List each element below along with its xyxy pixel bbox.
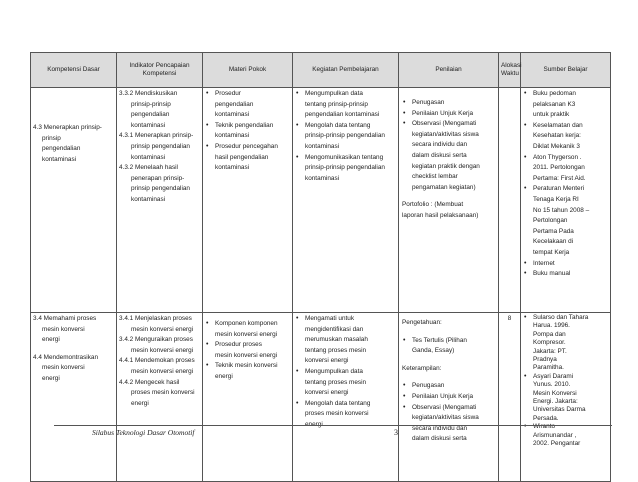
- list-item-line: • Sularso dan Tahara: [533, 314, 589, 321]
- list-item: [523, 373, 608, 423]
- list-item-line: tentang proses mesin: [305, 346, 367, 354]
- list-item-line: Universitas Darma: [533, 406, 586, 414]
- header-kegiatan-pembelajaran: Kegiatan Pembelajaran: [293, 53, 399, 88]
- list-item: [402, 336, 496, 357]
- pengetahuan-label: Pengetahuan:: [402, 319, 442, 326]
- list-item-line: Kesehatan kerja:: [533, 132, 581, 140]
- list-item-line: kontaminasi: [305, 142, 340, 150]
- indikator-line: penerapan prinsip-: [131, 174, 185, 182]
- list-item-line: Yunus. 2010.: [533, 381, 571, 389]
- list-item-line: • Penugasan: [412, 382, 445, 390]
- list-item-line: dalam diskusi serta: [412, 435, 467, 443]
- list-item-line: pengendalian kontaminasi: [305, 111, 380, 119]
- indikator-cell: [117, 313, 203, 482]
- indikator-line: kontaminasi: [131, 121, 166, 129]
- list-item-line: prinsip-prinsip pengendalian: [305, 164, 385, 172]
- indikator-line: prinsip pengendalian: [131, 142, 190, 150]
- table-row: [31, 88, 611, 313]
- list-item-line: untuk praktik: [533, 111, 570, 119]
- indikator-line: mesin konversi energi: [131, 367, 194, 375]
- list-item-line: • Prosedur: [215, 90, 241, 97]
- list-item: [523, 423, 608, 448]
- sumber-cell: [521, 313, 611, 482]
- list-item-line: • Mengumpulkan data: [305, 367, 363, 375]
- list-item-line: pengamatan kegiatan): [412, 183, 476, 191]
- list-item-line: • Penugasan: [412, 99, 445, 106]
- alokasi-cell: [499, 88, 521, 313]
- list-item-line: • Komponen komponen: [215, 320, 278, 327]
- list-item-line: tentang prinsip-prinsip: [305, 100, 368, 108]
- list-item-line: • Keselamatan dan: [533, 121, 583, 129]
- list-item-line: • Mengolah data tentang: [305, 399, 371, 407]
- kd-line: kontaminasi: [42, 155, 77, 163]
- list-item: [402, 119, 496, 193]
- footer-rule: [54, 425, 612, 426]
- list-item-line: • Observasi (Mengamati: [412, 403, 477, 411]
- list-item-line: Diklat Mekanik 3: [533, 142, 580, 150]
- list-item-line: Tenaga Kerja RI: [533, 195, 579, 203]
- list-item: [402, 381, 496, 392]
- list-item-line: konversi energi: [305, 389, 349, 397]
- list-item: [402, 98, 496, 109]
- page-number: 3: [394, 428, 398, 437]
- indikator-line: 4.3.2 Menelaah hasil: [119, 164, 178, 172]
- indikator-line: 3.3.2 Mendiskusikan: [119, 90, 178, 97]
- header-sumber-belajar: Sumber Belajar: [521, 53, 611, 88]
- table-header-row: [31, 53, 611, 88]
- list-item-line: pengendalian: [215, 100, 254, 108]
- list-item-line: mesin konversi energi: [215, 330, 278, 338]
- list-item: [295, 314, 396, 367]
- list-item: [402, 109, 496, 120]
- list-item-line: Pradnya: [533, 356, 557, 364]
- penilaian-cell: [399, 88, 499, 313]
- list-item: [523, 121, 608, 153]
- list-item-line: kegiatan/aktivitas siswa: [412, 130, 479, 138]
- list-item: [205, 319, 290, 340]
- header-indikator: Indikator Pencapaian Kompetensi: [117, 53, 203, 88]
- kd-cell: [31, 313, 117, 482]
- indikator-line: energi: [131, 399, 149, 407]
- list-item: [523, 184, 608, 258]
- indikator-line: kontaminasi: [131, 195, 166, 203]
- portofolio-line: Portofolio : (Membuat: [402, 201, 464, 209]
- list-item: [295, 153, 396, 185]
- indikator-line: 4.4.1 Mendemokan proses: [119, 357, 195, 365]
- kd-line: 3.4 Memahami proses: [33, 315, 97, 322]
- list-item: [205, 340, 290, 361]
- list-item-line: Mesin Konversi: [533, 389, 577, 397]
- list-item-line: • Mengolah data tentang: [305, 121, 371, 129]
- list-item: [205, 89, 290, 121]
- indikator-line: 4.4.2 Mengecek hasil: [119, 378, 180, 386]
- kd-cell: [31, 88, 117, 313]
- list-item-line: Pertama Pada: [533, 227, 574, 235]
- kegiatan-cell: [293, 313, 399, 482]
- list-item-line: 2002. Pengantar: [533, 440, 581, 448]
- kd-line: 4.3 Menerapkan prinsip-: [33, 124, 102, 131]
- header-alokasi-waktu: Alokasi Waktu: [499, 53, 521, 88]
- list-item-line: secara individu dan: [412, 141, 468, 149]
- list-item-line: Pompa dan: [533, 330, 566, 338]
- list-item-line: • Buku pedoman: [533, 90, 576, 97]
- list-item-line: • Asyari Darami: [533, 372, 574, 380]
- list-item-line: • Internet: [533, 259, 555, 267]
- list-item-line: Persada.: [533, 414, 559, 422]
- list-item-line: secara individu dan: [412, 424, 468, 432]
- list-item-line: • Buku manual: [533, 270, 571, 278]
- list-item: [523, 259, 608, 270]
- materi-cell: [203, 313, 293, 482]
- list-item-line: Arismunandar ,: [533, 431, 577, 439]
- list-item: [295, 367, 396, 399]
- kd-line: energi: [42, 374, 60, 382]
- list-item: [523, 153, 608, 185]
- list-item-line: tentang proses mesin: [305, 378, 367, 386]
- indikator-line: mesin konversi energi: [131, 325, 194, 333]
- list-item-line: No 15 tahun 2008 –: [533, 206, 590, 214]
- list-item-line: • Observasi (Mengamati: [412, 120, 477, 128]
- list-item-line: • Peraturan Menteri: [533, 185, 585, 193]
- list-item-line: mesin konversi energi: [215, 351, 278, 359]
- list-item-line: merumuskan masalah: [305, 336, 368, 344]
- kd-line: energi: [42, 336, 60, 344]
- indikator-line: proses mesin konversi: [131, 389, 195, 397]
- list-item-line: proses mesin konversi: [305, 410, 369, 418]
- kd-line: prinsip: [42, 134, 61, 142]
- list-item-line: kontaminasi: [215, 132, 250, 140]
- indikator-line: pengendalian: [131, 111, 170, 119]
- list-item-line: • Teknik mesin konversi: [215, 362, 278, 370]
- list-item: [523, 89, 608, 121]
- portofolio-line: laporan hasil pelaksanaan): [402, 211, 479, 219]
- list-item: [205, 361, 290, 382]
- list-item-line: kontaminasi: [215, 111, 250, 119]
- list-item-line: Ganda, Essay): [412, 347, 455, 355]
- table-row: [31, 313, 611, 482]
- list-item-line: Energi. Jakarta:: [533, 398, 578, 406]
- list-item-line: Kompresor.: [533, 339, 566, 347]
- header-materi-pokok: Materi Pokok: [203, 53, 293, 88]
- kd-line: pengendalian: [42, 145, 81, 153]
- list-item-line: • Mengomunikasikan tentang: [305, 153, 384, 161]
- list-item-line: kegiatan praktik dengan: [412, 162, 480, 170]
- list-item: [523, 314, 608, 373]
- list-item-line: mengidentifikasi dan: [305, 325, 364, 333]
- list-item: [205, 142, 290, 174]
- list-item-line: prinsip-prinsip pengendalian: [305, 132, 385, 140]
- list-item-line: checklist lembar: [412, 173, 458, 181]
- materi-cell: [203, 88, 293, 313]
- list-item: [205, 121, 290, 142]
- list-item-line: Jakarta: PT.: [533, 347, 567, 355]
- list-item-line: • Mengamati untuk: [305, 315, 355, 322]
- header-kompetensi-dasar: Kompetensi Dasar: [31, 53, 117, 88]
- sumber-cell: [521, 88, 611, 313]
- list-item-line: tempat Kerja: [533, 248, 570, 256]
- list-item-line: • Penilaian Unjuk Kerja: [412, 109, 474, 117]
- indikator-line: 3.4.1 Menjelaskan proses: [119, 315, 192, 322]
- keterampilan-label: Keterampilan:: [402, 364, 442, 372]
- kegiatan-cell: [293, 88, 399, 313]
- list-item-line: • Prosedur proses: [215, 341, 262, 349]
- indikator-line: mesin konversi energi: [131, 346, 194, 354]
- list-item-line: energi: [305, 420, 323, 428]
- indikator-line: 4.3.1 Menerapkan prinsip-: [119, 132, 194, 140]
- list-item-line: konversi energi: [305, 357, 349, 365]
- list-item-line: • Tes Tertulis (Pilihan: [412, 336, 467, 344]
- list-item-line: • Teknik pengendalian: [215, 121, 274, 129]
- list-item: [295, 121, 396, 153]
- list-item-line: hasil pengendalian: [215, 153, 269, 161]
- list-item-line: Paramitha.: [533, 364, 564, 372]
- list-item: [402, 403, 496, 445]
- list-item: [402, 392, 496, 403]
- list-item-line: kegiatan/aktivitas siswa: [412, 414, 479, 422]
- header-penilaian: Penilaian: [399, 53, 499, 88]
- list-item-line: kontaminasi: [305, 174, 340, 182]
- alokasi-cell: 8: [499, 313, 521, 482]
- list-item-line: Harua. 1996.: [533, 322, 570, 330]
- indikator-cell: [117, 88, 203, 313]
- kd-line: mesin konversi: [42, 364, 85, 372]
- list-item-line: Kecelakaan di: [533, 238, 574, 246]
- list-item-line: Pertama: First Aid.: [533, 174, 586, 182]
- list-item-line: • Mengumpulkan data: [305, 90, 363, 97]
- list-item-line: • Prosedur pencegahan: [215, 142, 278, 150]
- list-item-line: • Penilaian Unjuk Kerja: [412, 392, 474, 400]
- list-item-line: energi: [215, 372, 233, 380]
- indikator-line: kontaminasi: [131, 153, 166, 161]
- silabus-table: [30, 52, 611, 482]
- list-item-line: 2011. Pertolongan: [533, 164, 585, 172]
- list-item-line: dalam diskusi serta: [412, 151, 467, 159]
- list-item-line: Pertolongan: [533, 217, 568, 225]
- penilaian-cell: [399, 313, 499, 482]
- indikator-line: 3.4.2 Menguraikan proses: [119, 336, 193, 344]
- list-item-line: • Aton Thygerson .: [533, 153, 582, 161]
- indikator-line: prinsip pengendalian: [131, 185, 190, 193]
- kd-line: mesin konversi: [42, 325, 85, 333]
- list-item-line: kontaminasi: [215, 164, 250, 172]
- list-item: [295, 89, 396, 121]
- footer-document-title: Silabus Teknologi Dasar Otomotif: [92, 428, 195, 437]
- kd-line: 4.4 Mendemontrasikan: [33, 353, 99, 361]
- list-item-line: pelaksanan K3: [533, 100, 576, 108]
- list-item-line: • Wiranto: [533, 423, 556, 431]
- indikator-line: prinsip-prinsip: [131, 100, 171, 108]
- list-item: [523, 269, 608, 280]
